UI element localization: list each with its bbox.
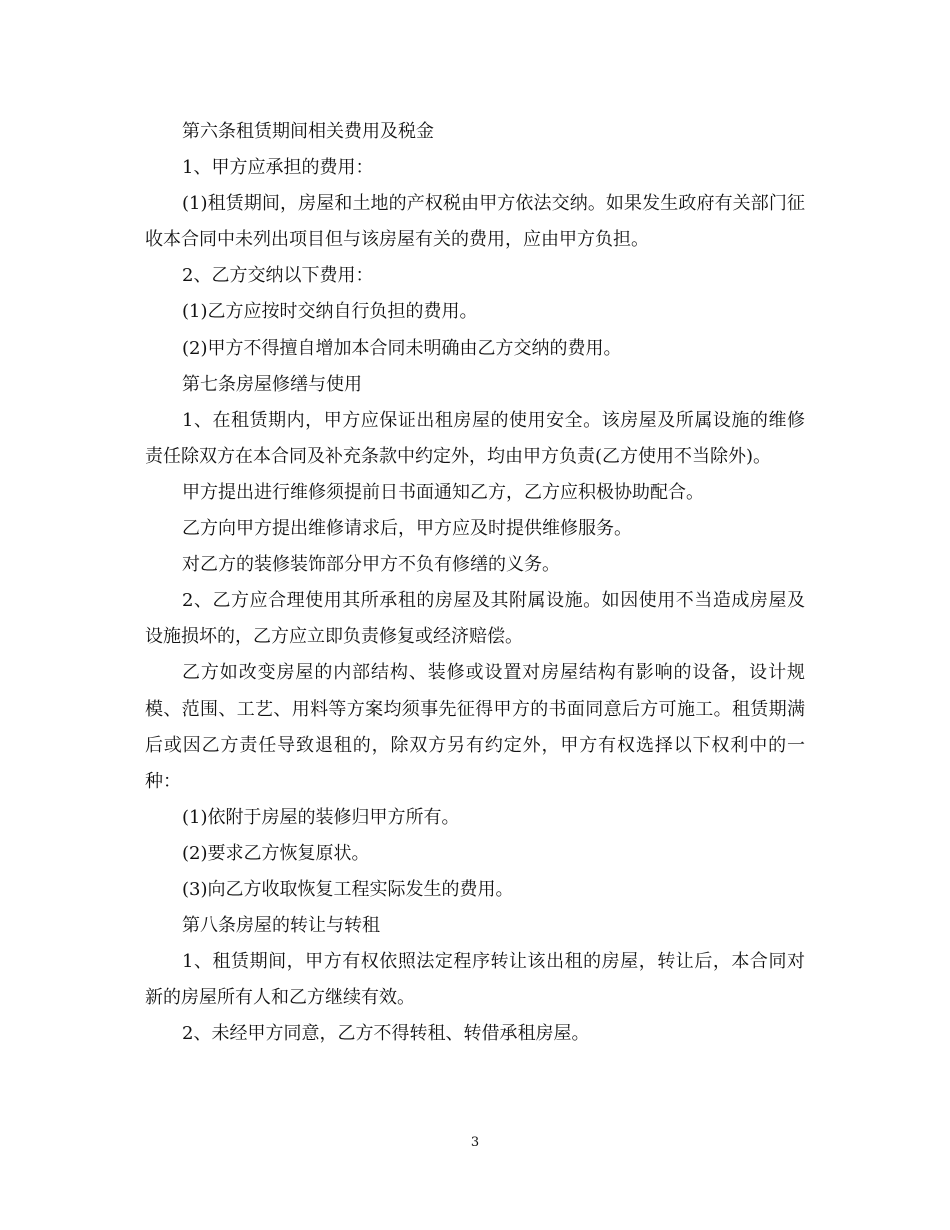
section-7-heading: 第七条房屋修缮与使用 — [182, 373, 362, 395]
paragraph: 2、未经甲方同意，乙方不得转租、转借承租房屋。 — [182, 1023, 590, 1045]
paragraph: 乙方向甲方提出维修请求后，甲方应及时提供维修服务。 — [182, 518, 632, 540]
paragraph: 乙方如改变房屋的内部结构、装修或设置对房屋结构有影响的设备，设计规模、范围、工艺、用料等方案均须事先征得甲方的书面同意后方可施工。租赁期满后或因乙方责任导致退租的，除双方另有约定外，甲方有权选择以下权利中的一种： — [145, 662, 805, 792]
section-8-heading: 第八条房屋的转让与转租 — [182, 915, 380, 937]
paragraph: (1)依附于房屋的装修归甲方所有。 — [182, 806, 460, 828]
paragraph: (2)要求乙方恢复原状。 — [182, 842, 370, 864]
page-number: 3 — [470, 1135, 480, 1150]
paragraph: 1、租赁期间，甲方有权依照法定程序转让该出租的房屋，转让后，本合同对新的房屋所有人和乙方继续有效。 — [145, 951, 805, 1009]
paragraph: (1)乙方应按时交纳自行负担的费用。 — [182, 301, 478, 323]
paragraph: (2)甲方不得擅自增加本合同未明确由乙方交纳的费用。 — [182, 337, 622, 359]
paragraph: 甲方提出进行维修须提前日书面通知乙方，乙方应积极协助配合。 — [182, 481, 704, 503]
paragraph: 1、在租赁期内，甲方应保证出租房屋的使用安全。该房屋及所属设施的维修责任除双方在本合同及补充条款中约定外，均由甲方负责(乙方使用不当除外)。 — [145, 409, 805, 467]
paragraph: 1、甲方应承担的费用： — [182, 157, 374, 179]
paragraph: 对乙方的装修装饰部分甲方不负有修缮的义务。 — [182, 554, 560, 576]
paragraph: (1)租赁期间，房屋和土地的产权税由甲方依法交纳。如果发生政府有关部门征收本合同中未列出项目但与该房屋有关的费用，应由甲方负担。 — [145, 193, 805, 251]
section-6-heading: 第六条租赁期间相关费用及税金 — [182, 121, 434, 142]
document-body — [145, 114, 805, 1052]
paragraph: (3)向乙方收取恢复工程实际发生的费用。 — [182, 878, 514, 900]
paragraph: 2、乙方应合理使用其所承租的房屋及其附属设施。如因使用不当造成房屋及设施损坏的，乙方应立即负责修复或经济赔偿。 — [145, 590, 805, 648]
paragraph: 2、乙方交纳以下费用： — [182, 265, 374, 287]
